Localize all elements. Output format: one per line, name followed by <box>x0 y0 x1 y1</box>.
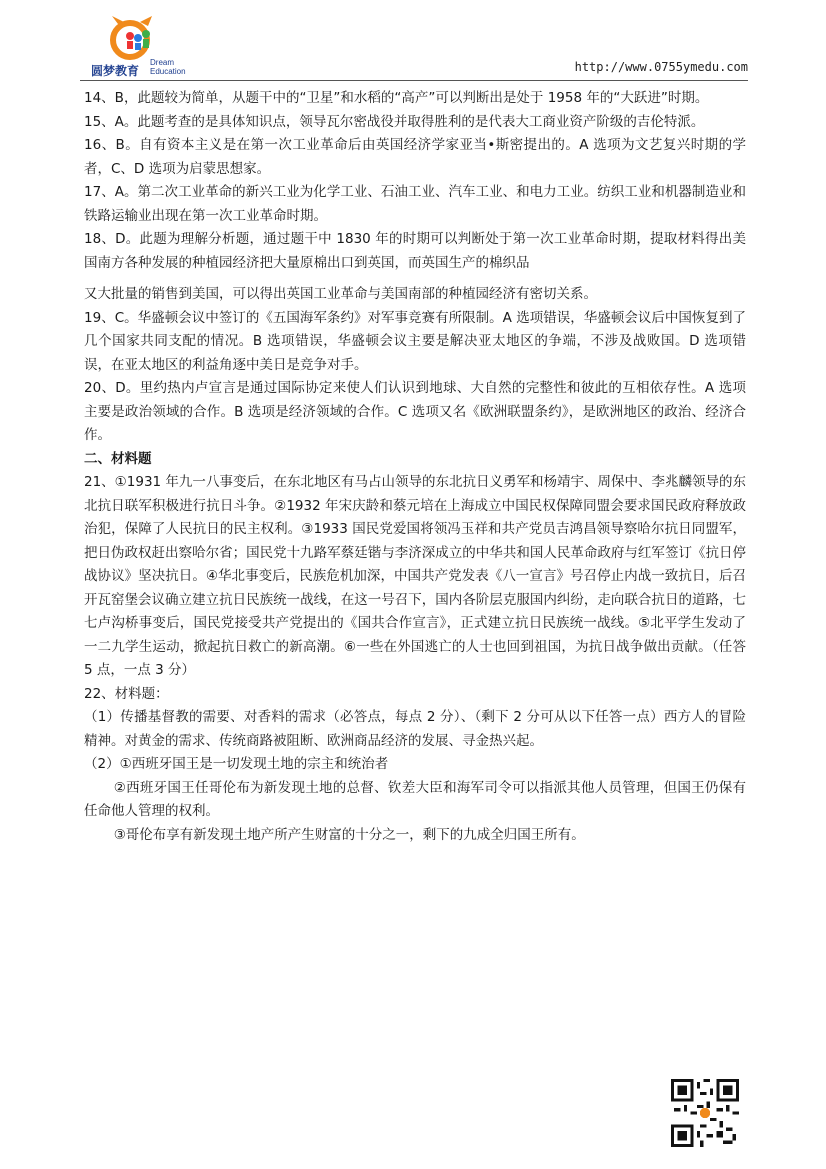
answer-22-part2-item1: （2）①西班牙国王是一切发现土地的宗主和统治者 <box>84 756 389 772</box>
logo-text-en-line2: Education <box>150 67 186 76</box>
section-heading-material: 二、材料题 <box>84 450 152 467</box>
page-header <box>80 10 748 81</box>
logo-text-cn: 圆梦教育 <box>91 64 140 78</box>
answer-18-continued: 又大批量的销售到美国，可以得出英国工业革命与美国南部的种植园经济有密切关系。 <box>84 286 597 302</box>
answer-18: 18、D。此题为理解分析题，通过题干中 1830 年的时期可以判断处于第一次工业革命时期，提取材料得出美国南方各种发展的种植园经济把大量原棉出口到英国，而英国生产的棉织品 <box>84 231 746 271</box>
answer-15: 15、A。此题考查的是具体知识点，领导瓦尔密战役并取得胜利的是代表大工商业资产阶级的吉伦特派。 <box>84 113 705 130</box>
logo-text-en-line1: Dream <box>150 58 175 67</box>
answer-21: 21、①1931 年九一八事变后，在东北地区有马占山领导的东北抗日义勇军和杨靖宇、周保中、李兆麟领导的东北抗日联军积极进行抗日斗争。②1932 年宋庆龄和蔡元培在上海成立中国民权保障同盟会要求国民政府释放政治犯，保障了人民抗日的民主权利。③1933 国民党爱国将领冯玉祥和共产党员吉鸿昌领导察哈尔抗日同盟军，把日伪政权赶出察哈尔省；国民党十九路军蔡廷锴与李济深成立的中华共和国人民革命政府与红军签订《抗日停战协议》坚决抗日。④华北事变后，民族危机加深，中国共产党发表《八一宣言》号召停止内战一致抗日，后召开瓦窑堡会议确立建立抗日民族统一战线，在这一号召下，国内各阶层克服国内纠纷，走向联合抗日的道路，七七卢沟桥事变后，国民党接受共产党提出的《国共合作宣言》，正式建立抗日民族统一战线。⑤北平学生发动了一二九学生运动，掀起抗日救亡的新高潮。⑥一些在外国逃亡的人士也回到祖国，为抗日战争做出贡献。（任答 5 点，一点 3 分） <box>84 474 746 678</box>
answer-16: 16、B。自有资本主义是在第一次工业革命后由英国经济学家亚当•斯密提出的。A 选项为文艺复兴时期的学者，C、D 选项为启蒙思想家。 <box>84 137 746 177</box>
answer-content <box>84 87 746 847</box>
answer-14: 14、B，此题较为简单，从题干中的“卫星”和水稻的“高产”可以判断出是处于 1958 年的“大跃进”时期。 <box>84 90 709 106</box>
page-break-gap <box>84 275 746 283</box>
qr-code-icon <box>671 1079 739 1147</box>
answer-22-part2-item2: ②西班牙国王任哥伦布为新发现土地的总督、钦差大臣和海军司令可以指派其他人员管理，但国王仍保有任命他人管理的权利。 <box>84 779 746 819</box>
site-url-link[interactable]: http://www.0755ymedu.com <box>574 60 748 74</box>
logo-text-en <box>150 58 186 76</box>
answer-22-part2-item3: ③哥伦布享有新发现土地产所产生财富的十分之一，剩下的九成全归国王所有。 <box>113 826 585 843</box>
answer-20: 20、D。里约热内卢宣言是通过国际协定来使人们认识到地球、大自然的完整性和彼此的互相依存性。A 选项主要是政治领域的合作。B 选项是经济领域的合作。C 选项又名《欧洲联盟条约》，是欧洲地区的政治、经济合作。 <box>84 380 746 443</box>
dream-education-logo <box>80 12 200 78</box>
answer-19: 19、C。华盛顿会议中签订的《五国海军条约》对军事竞赛有所限制。A 选项错误，华盛顿会议后中国恢复到了几个国家共同支配的情况。B 选项错误，华盛顿会议主要是解决亚太地区的争端，不涉及战败国。D 选项错误，在亚太地区的利益角逐中美日是竞争对手。 <box>84 309 746 373</box>
answer-17: 17、A。第二次工业革命的新兴工业为化学工业、石油工业、汽车工业、和电力工业。纺织工业和机器制造业和铁路运输业出现在第一次工业革命时期。 <box>84 184 746 224</box>
answer-22-part1: （1）传播基督教的需要、对香料的需求（必答点，每点 2 分）、（剩下 2 分可从以下任答一点）西方人的冒险精神。对黄金的需求、传统商路被阻断、欧洲商品经济的发展、寻金热兴起。 <box>84 709 746 749</box>
answer-22-title: 22、材料题： <box>84 685 169 702</box>
logo-mark-icon <box>108 14 166 60</box>
